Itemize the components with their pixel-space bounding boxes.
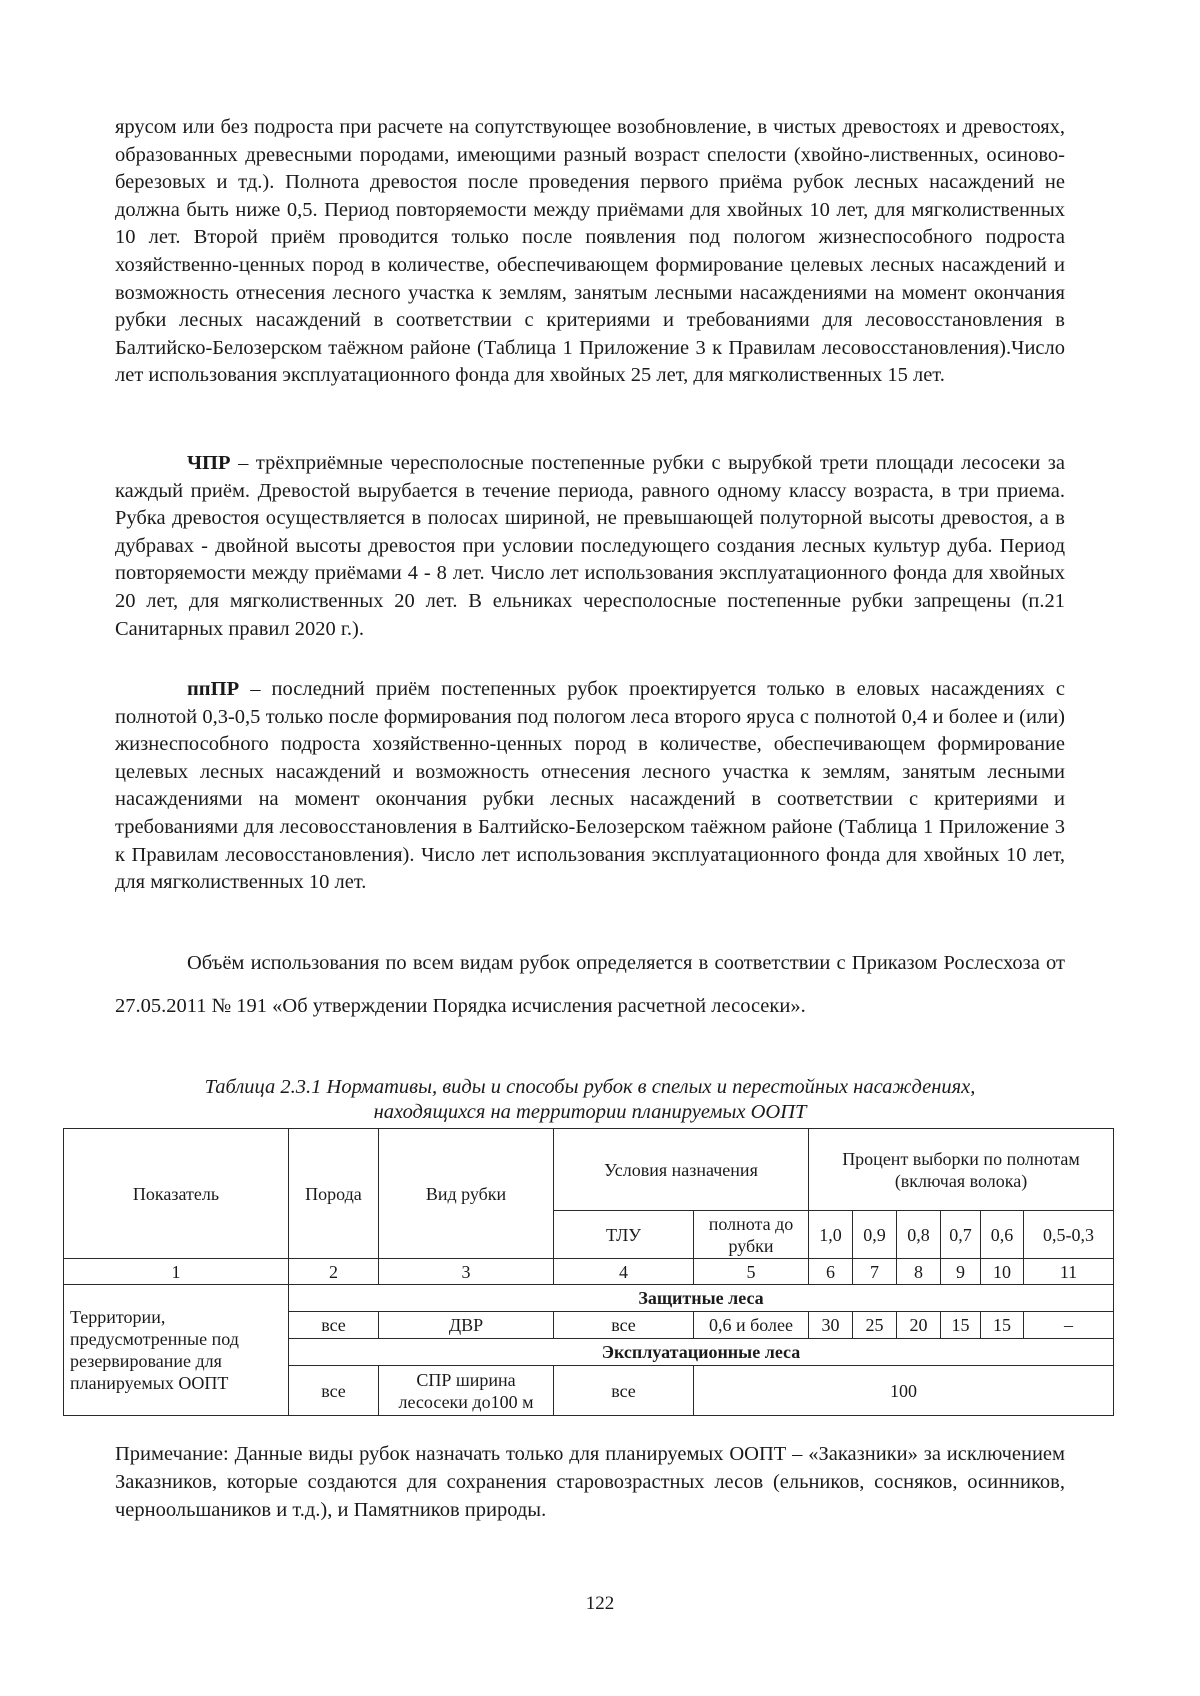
column-number: 9 (941, 1259, 981, 1285)
column-number: 11 (1024, 1259, 1114, 1285)
header-cutting-type: Вид рубки (379, 1129, 554, 1259)
header-density: 0,7 (941, 1211, 981, 1259)
cell-species: все (289, 1366, 379, 1416)
cell-tlu: все (554, 1312, 694, 1339)
cell-percent: 20 (897, 1312, 941, 1339)
cell-cutting-type: СПР ширина лесосеки до100 м (379, 1366, 554, 1416)
column-number: 6 (809, 1259, 853, 1285)
column-number: 5 (694, 1259, 809, 1285)
header-density: 1,0 (809, 1211, 853, 1259)
term-pppr: ппПР (187, 678, 240, 700)
header-percent: Процент выборки по полнотам (включая волока) (809, 1129, 1114, 1211)
cell-percent: 30 (809, 1312, 853, 1339)
header-density: 0,6 (981, 1211, 1024, 1259)
column-numbers-row (64, 1259, 1114, 1285)
table-note: Примечание: Данные виды рубок назначать только для планируемых ООПТ – «Заказники» за исключением Заказников, которые создаются для сохранения старовозрастных лесов (ельников, сосняков, осинников, черноольшаников и т.д.), и Памятников природы. (115, 1443, 1065, 1521)
header-tlu: ТЛУ (554, 1211, 694, 1259)
table-caption-line-1: Таблица 2.3.1 Нормативы, виды и способы рубок в спелых и перестойных насаждениях, (204, 1076, 976, 1098)
header-conditions: Условия назначения (554, 1129, 809, 1211)
cell-density-before: 0,6 и более (694, 1312, 809, 1339)
column-number: 4 (554, 1259, 694, 1285)
paragraph-volume: Объём использования по всем видам рубок определяется в соответствии с Приказом Рослесхоза от 27.05.2011 № 191 «Об утверждении Порядка исчисления расчетной лесосеки». (115, 952, 1065, 1017)
paragraph-text: ярусом или без подроста при расчете на сопутствующее возобновление, в чистых древостоях и древостоях, образованных древесными породами, имеющими разный возраст спелости (хвойно-лиственных, осиново-березовых и тд.). Полнота древостоя после проведения первого приёма рубок лесных насаждений не должна быть ниже 0,5. Период повторяемости между приёмами для хвойных 10 лет, для мягколиственных 10 лет. Второй приём проводится только после появления под пологом жизнеспособного подроста хозяйственно-ценных пород в количестве, обеспечивающем формирование целевых лесных насаждений и возможность отнесения лесного участка к землям, занятым лесными насаждениями на момент окончания рубки лесных насаждений в соответствии с критериями и требованиями для лесовосстановления в Балтийско-Белозерском таёжном районе (Таблица 1 Приложение 3 к Правилам лесовосстановления).Число лет использования эксплуатационного фонда для хвойных 25 лет, для мягколиственных 15 лет. (115, 116, 1065, 387)
column-number: 7 (853, 1259, 897, 1285)
column-number: 2 (289, 1259, 379, 1285)
norms-table (63, 1128, 1114, 1416)
section-protective: Защитные леса (289, 1285, 1114, 1312)
column-number: 1 (64, 1259, 289, 1285)
table-caption-line-2: находящихся на территории планируемых ООПТ (373, 1101, 807, 1123)
paragraph-pppr (115, 676, 1065, 897)
column-number: 8 (897, 1259, 941, 1285)
cell-percent: 15 (981, 1312, 1024, 1339)
header-indicator: Показатель (64, 1129, 289, 1259)
column-number: 10 (981, 1259, 1024, 1285)
paragraph-text: – последний приём постепенных рубок проектируется только в еловых насаждениях с полнотой 0,3-0,5 только после формирования под пологом леса второго яруса с полнотой 0,4 и более и (или) жизнеспособного подроста хозяйственно-ценных пород в количестве, обеспечивающем формирование целевых лесных насаждений и возможность отнесения лесного участка к землям, занятым лесными насаждениями на момент окончания рубки лесных насаждений в соответствии с критериями и требованиями для лесовосстановления в Балтийско-Белозерском таёжном районе (Таблица 1 Приложение 3 к Правилам лесовосстановления). Число лет использования эксплуатационного фонда для хвойных 10 лет, для мягколиственных 10 лет. (115, 678, 1065, 894)
header-density-before: полнота до рубки (694, 1211, 809, 1259)
header-density: 0,5-0,3 (1024, 1211, 1114, 1259)
cell-percent: – (1024, 1312, 1114, 1339)
term-chpr: ЧПР (187, 452, 231, 474)
section-exploitation: Эксплуатационные леса (289, 1339, 1114, 1366)
header-density: 0,9 (853, 1211, 897, 1259)
paragraph-chpr (115, 450, 1065, 643)
header-species: Порода (289, 1129, 379, 1259)
column-number: 3 (379, 1259, 554, 1285)
cell-cutting-type: ДВР (379, 1312, 554, 1339)
row-label: Территории, предусмотренные под резервирование для планируемых ООПТ (64, 1285, 289, 1416)
cell-percent: 15 (941, 1312, 981, 1339)
cell-percent: 25 (853, 1312, 897, 1339)
header-density: 0,8 (897, 1211, 941, 1259)
paragraph-text: – трёхприёмные чересполосные постепенные рубки с вырубкой трети площади лесосеки за каждый приём. Древостой вырубается в течение периода, равного одному классу возраста, в три приема. Рубка древостоя осуществляется в полосах шириной, не превышающей полуторной высоты древостоя, а в дубравах - двойной высоты древостоя при условии последующего создания лесных культур дуба. Период повторяемости между приёмами 4 - 8 лет. Число лет использования эксплуатационного фонда для хвойных 20 лет, для мягколиственных 20 лет. В ельниках чересполосные постепенные рубки запрещены (п.21 Санитарных правил 2020 г.). (115, 452, 1065, 640)
page-number: 122 (585, 1593, 615, 1614)
cell-species: все (289, 1312, 379, 1339)
paragraph-top (115, 114, 1065, 390)
cell-tlu: все (554, 1366, 694, 1416)
cell-percent-all: 100 (694, 1366, 1114, 1416)
